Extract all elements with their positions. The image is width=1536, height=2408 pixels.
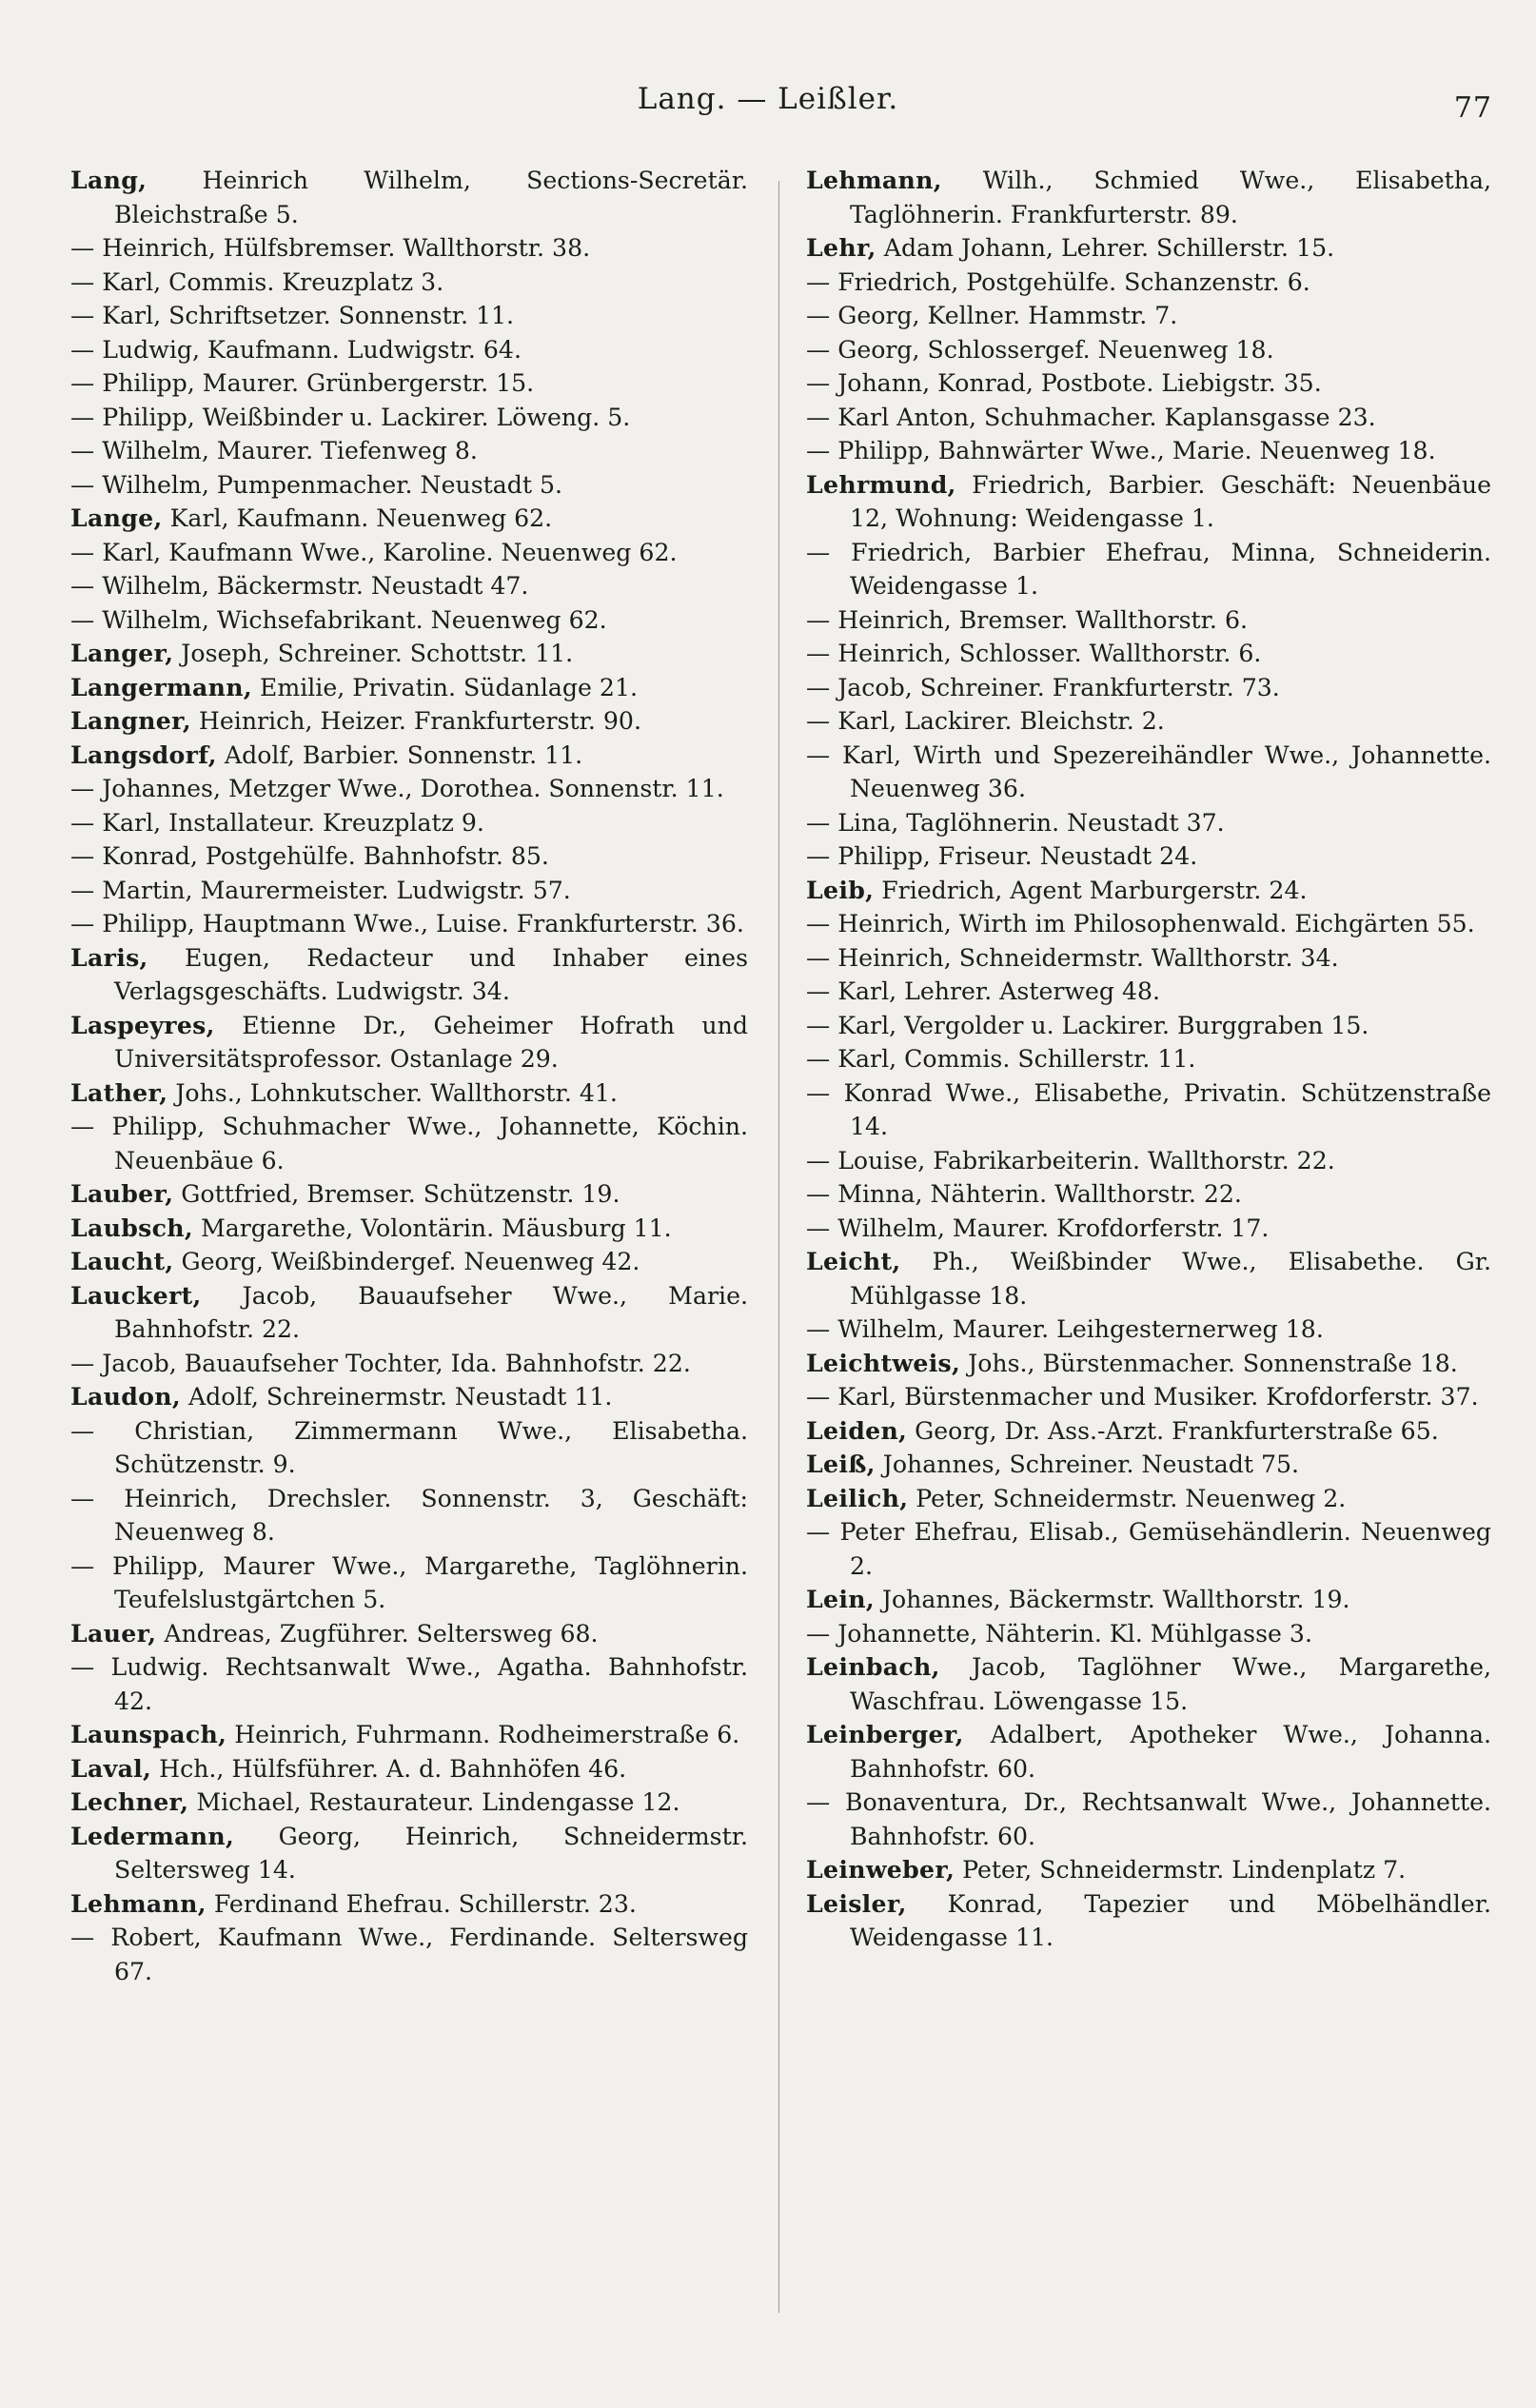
entry-details: Adolf, Schreinermstr. Neustadt 11. <box>180 1383 613 1411</box>
entry-details: Adalbert, Apotheker Wwe., Johanna. Bahnhofstr. 60. <box>850 1721 1491 1783</box>
directory-entry <box>806 231 1491 266</box>
surname: Leilich, <box>806 1483 909 1512</box>
directory-entry <box>806 671 1491 705</box>
directory-entry <box>70 1718 748 1752</box>
directory-entry <box>70 1414 748 1482</box>
directory-entry <box>806 1887 1491 1955</box>
entry-details: — Georg, Schlossergef. Neuenweg 18. <box>806 335 1274 364</box>
left-column <box>70 164 748 1988</box>
entry-details: — Karl, Wirth und Spezereihändler Wwe., Johannette. Neuenweg 36. <box>806 740 1491 802</box>
entry-details: — Wilhelm, Pumpenmacher. Neustadt 5. <box>70 470 563 499</box>
surname: Lehrmund, <box>806 469 956 499</box>
directory-entry <box>806 637 1491 671</box>
directory-entry <box>70 1380 748 1414</box>
entry-details: Jacob, Bauaufseher Wwe., Marie. Bahnhofstr. 22. <box>114 1281 748 1343</box>
surname: Lauckert, <box>70 1280 202 1310</box>
entry-details: — Johann, Konrad, Postbote. Liebigstr. 35. <box>806 369 1322 397</box>
surname: Lauer, <box>70 1618 157 1648</box>
directory-entry <box>806 1009 1491 1043</box>
entry-details: Adolf, Barbier. Sonnenstr. 11. <box>216 740 583 769</box>
entry-details: Johannes, Schreiner. Neustadt 75. <box>875 1451 1300 1478</box>
entry-details: — Philipp, Schuhmacher Wwe., Johannette, Köchin. Neuenbäue 6. <box>70 1113 748 1174</box>
entry-details: Gottfried, Bremser. Schützenstr. 19. <box>173 1180 620 1208</box>
entry-details: — Friedrich, Postgehülfe. Schanzenstr. 6. <box>806 267 1310 296</box>
entry-details: Johs., Bürstenmacher. Sonnenstraße 18. <box>960 1349 1458 1377</box>
directory-entry <box>806 1347 1491 1381</box>
entry-details: — Philipp, Friseur. Neustadt 24. <box>806 842 1198 870</box>
directory-entry <box>70 1921 748 1988</box>
directory-entry <box>806 266 1491 300</box>
directory-entry <box>806 1313 1491 1347</box>
entry-details: Andreas, Zugführer. Seltersweg 68. <box>156 1619 599 1648</box>
entry-details: Ferdinand Ehefrau. Schillerstr. 23. <box>206 1889 637 1918</box>
entry-details: — Karl, Commis. Kreuzplatz 3. <box>70 267 444 296</box>
entry-details: Konrad, Tapezier und Möbelhändler. Weidengasse 11. <box>850 1889 1491 1951</box>
directory-entry <box>70 1245 748 1279</box>
directory-entry <box>806 1617 1491 1651</box>
entry-details: — Heinrich, Wirth im Philosophenwald. Eichgärten 55. <box>806 910 1475 938</box>
directory-entry <box>70 1347 748 1381</box>
directory-entry <box>806 1245 1491 1313</box>
entry-details: Karl, Kaufmann. Neuenweg 62. <box>162 504 553 532</box>
directory-entry <box>806 1853 1491 1887</box>
page-header <box>0 82 1536 129</box>
directory-entry <box>806 1482 1491 1516</box>
directory-entry <box>70 739 748 773</box>
directory-entry <box>70 1820 748 1887</box>
entry-details: Heinrich, Fuhrmann. Rodheimerstraße 6. <box>226 1721 740 1748</box>
surname: Leinweber, <box>806 1855 955 1884</box>
surname: Lange, <box>70 503 163 532</box>
directory-entry <box>806 1650 1491 1718</box>
entry-details: Peter, Schneidermstr. Neuenweg 2. <box>908 1484 1347 1512</box>
entry-details: Emilie, Privatin. Südanlage 21. <box>251 673 638 701</box>
directory-entry <box>806 1380 1491 1414</box>
surname: Leichtweis, <box>806 1348 961 1377</box>
entry-details: — Konrad Wwe., Elisabethe, Privatin. Schützenstraße 14. <box>806 1078 1491 1140</box>
directory-entry <box>70 1177 748 1212</box>
entry-details: Johannes, Bäckermstr. Wallthorstr. 19. <box>874 1586 1350 1613</box>
directory-entry <box>70 1279 748 1347</box>
directory-entry <box>70 603 748 638</box>
entry-details: — Peter Ehefrau, Elisab., Gemüsehändlerin. Neuenweg 2. <box>806 1518 1491 1580</box>
entry-details: Eugen, Redacteur und Inhaber eines Verlagsgeschäfts. Ludwigstr. 34. <box>114 943 748 1005</box>
surname: Leiden, <box>806 1415 908 1445</box>
directory-entry <box>806 874 1491 908</box>
entry-details: — Wilhelm, Maurer. Krofdorferstr. 17. <box>806 1214 1270 1242</box>
directory-entry <box>806 1448 1491 1482</box>
entry-details: — Karl, Bürstenmacher und Musiker. Krofdorferstr. 37. <box>806 1383 1479 1411</box>
entry-details: — Karl Anton, Schuhmacher. Kaplansgasse 23. <box>806 403 1376 431</box>
surname: Lechner, <box>70 1787 189 1816</box>
entry-details: — Lina, Taglöhnerin. Neustadt 37. <box>806 808 1225 837</box>
entry-details: Margarethe, Volontärin. Mäusburg 11. <box>192 1214 672 1242</box>
directory-entry <box>806 333 1491 367</box>
surname: Launspach, <box>70 1720 227 1748</box>
surname: Lehr, <box>806 233 876 262</box>
directory-entry <box>806 299 1491 333</box>
directory-entry <box>70 806 748 840</box>
directory-entry <box>806 468 1491 536</box>
directory-entry <box>70 1482 748 1549</box>
entry-details: — Jacob, Bauaufseher Tochter, Ida. Bahnhofstr. 22. <box>70 1349 691 1377</box>
directory-entry <box>70 1110 748 1177</box>
directory-entry <box>70 1617 748 1651</box>
directory-entry <box>806 434 1491 468</box>
directory-entry <box>70 1650 748 1718</box>
entry-details: — Karl, Schriftsetzer. Sonnenstr. 11. <box>70 302 515 329</box>
surname: Leiß, <box>806 1450 876 1478</box>
directory-entry <box>70 1752 748 1786</box>
entry-details: — Wilhelm, Maurer. Leihgesternerweg 18. <box>806 1315 1324 1343</box>
surname: Laubsch, <box>70 1213 193 1242</box>
directory-entry <box>806 1177 1491 1212</box>
entry-details: — Karl, Commis. Schillerstr. 11. <box>806 1045 1196 1073</box>
surname: Laspeyres, <box>70 1010 215 1039</box>
entry-details: Friedrich, Agent Marburgerstr. 24. <box>874 876 1308 904</box>
entry-details: — Karl, Lehrer. Asterweg 48. <box>806 977 1161 1005</box>
directory-entry <box>70 704 748 739</box>
entry-details: Peter, Schneidermstr. Lindenplatz 7. <box>955 1856 1407 1884</box>
surname: Lather, <box>70 1077 168 1107</box>
column-divider <box>778 181 779 2313</box>
surname: Leib, <box>806 875 875 904</box>
entry-details: Georg, Dr. Ass.-Arzt. Frankfurterstraße 65. <box>907 1416 1439 1445</box>
directory-entry <box>70 502 748 536</box>
directory-entry <box>806 704 1491 739</box>
entry-details: — Georg, Kellner. Hammstr. 7. <box>806 302 1178 329</box>
directory-entry <box>70 907 748 941</box>
surname: Leinbach, <box>806 1652 940 1681</box>
surname: Ledermann, <box>70 1821 235 1850</box>
surname: Lauber, <box>70 1179 174 1208</box>
right-column <box>806 164 1491 1955</box>
directory-entry <box>70 468 748 503</box>
entry-details: Heinrich, Heizer. Frankfurterstr. 90. <box>190 707 641 735</box>
entry-details: — Johannes, Metzger Wwe., Dorothea. Sonnenstr. 11. <box>70 775 724 802</box>
surname: Lang, <box>70 166 148 194</box>
entry-details: — Wilhelm, Maurer. Tiefenweg 8. <box>70 437 478 464</box>
directory-entry <box>70 164 748 231</box>
directory-entry <box>806 401 1491 435</box>
entry-details: — Philipp, Maurer Wwe., Margarethe, Taglöhnerin. Teufelslustgärtchen 5. <box>70 1551 748 1613</box>
surname: Laval, <box>70 1753 152 1783</box>
entry-details: — Ludwig. Rechtsanwalt Wwe., Agatha. Bahnhofstr. 42. <box>70 1653 748 1715</box>
entry-details: Friedrich, Barbier. Geschäft: Neuenbäue 12, Wohnung: Weidengasse 1. <box>850 470 1491 532</box>
entry-details: Adam Johann, Lehrer. Schillerstr. 15. <box>876 234 1335 262</box>
entry-details: — Philipp, Weißbinder u. Lackirer. Löweng. 5. <box>70 403 631 431</box>
directory-entry <box>70 772 748 806</box>
entry-details: Wilh., Schmied Wwe., Elisabetha, Taglöhnerin. Frankfurterstr. 89. <box>850 167 1491 228</box>
surname: Leinberger, <box>806 1720 964 1748</box>
directory-entry <box>806 366 1491 401</box>
entry-details: — Karl, Vergolder u. Lackirer. Burggraben 15. <box>806 1011 1369 1039</box>
entry-details: — Johannette, Nähterin. Kl. Mühlgasse 3. <box>806 1619 1312 1648</box>
directory-entry <box>70 366 748 401</box>
entry-details: Michael, Restaurateur. Lindengasse 12. <box>188 1788 680 1816</box>
surname: Langer, <box>70 639 174 667</box>
surname: Langner, <box>70 706 191 735</box>
entry-details: — Wilhelm, Wichsefabrikant. Neuenweg 62. <box>70 605 607 634</box>
surname: Lein, <box>806 1585 875 1613</box>
directory-entry <box>806 1076 1491 1144</box>
entry-details: — Heinrich, Bremser. Wallthorstr. 6. <box>806 605 1248 634</box>
directory-entry <box>70 1786 748 1820</box>
entry-details: Joseph, Schreiner. Schottstr. 11. <box>173 640 574 667</box>
directory-entry <box>70 1549 748 1617</box>
entry-details: — Ludwig, Kaufmann. Ludwigstr. 64. <box>70 335 522 364</box>
surname: Laucht, <box>70 1247 174 1275</box>
surname: Lehmann, <box>806 166 942 194</box>
entry-details: — Heinrich, Schlosser. Wallthorstr. 6. <box>806 640 1262 667</box>
directory-entry <box>806 1212 1491 1246</box>
directory-entry <box>70 1009 748 1076</box>
entry-details: Georg, Heinrich, Schneidermstr. Seltersweg 14. <box>114 1822 748 1884</box>
directory-entry <box>806 839 1491 874</box>
entry-details: — Robert, Kaufmann Wwe., Ferdinande. Seltersweg 67. <box>70 1924 748 1985</box>
directory-entry <box>806 941 1491 976</box>
directory-entry <box>806 603 1491 638</box>
surname: Leisler, <box>806 1888 907 1918</box>
directory-entry <box>70 1212 748 1246</box>
entry-details: Johs., Lohnkutscher. Wallthorstr. 41. <box>167 1078 618 1107</box>
entry-details: Ph., Weißbinder Wwe., Elisabethe. Gr. Mühlgasse 18. <box>850 1248 1491 1310</box>
directory-entry <box>806 806 1491 840</box>
entry-details: — Bonaventura, Dr., Rechtsanwalt Wwe., Johannette. Bahnhofstr. 60. <box>806 1788 1491 1850</box>
entry-details: — Jacob, Schreiner. Frankfurterstr. 73. <box>806 673 1280 701</box>
directory-entry <box>70 941 748 1009</box>
surname: Lehmann, <box>70 1888 207 1918</box>
directory-entry <box>70 874 748 908</box>
directory-entry <box>70 434 748 468</box>
directory-entry <box>806 907 1491 941</box>
directory-entry <box>806 1414 1491 1449</box>
directory-entry <box>70 569 748 603</box>
surname: Laudon, <box>70 1382 181 1411</box>
entry-details: Heinrich Wilhelm, Sections-Secretär. Bleichstraße 5. <box>114 167 748 228</box>
entry-details: — Friedrich, Barbier Ehefrau, Minna, Schneiderin. Weidengasse 1. <box>806 538 1491 600</box>
entry-details: — Heinrich, Hülfsbremser. Wallthorstr. 38. <box>70 234 591 262</box>
page-number: 77 <box>1453 91 1492 125</box>
surname: Langermann, <box>70 672 252 701</box>
directory-entry <box>70 299 748 333</box>
directory-entry <box>70 401 748 435</box>
entry-details: Georg, Weißbindergef. Neuenweg 42. <box>173 1248 640 1275</box>
entry-details: — Philipp, Maurer. Grünbergerstr. 15. <box>70 369 535 397</box>
surname: Langsdorf, <box>70 740 217 769</box>
directory-entry <box>806 1786 1491 1853</box>
entry-details: — Heinrich, Schneidermstr. Wallthorstr. 34. <box>806 943 1339 972</box>
directory-entry <box>70 1076 748 1111</box>
directory-entry <box>70 671 748 705</box>
entry-details: — Minna, Nähterin. Wallthorstr. 22. <box>806 1180 1242 1208</box>
entry-details: — Karl, Kaufmann Wwe., Karoline. Neuenweg 62. <box>70 538 678 566</box>
directory-entry <box>70 1887 748 1922</box>
surname: Leicht, <box>806 1247 901 1275</box>
entry-details: — Philipp, Hauptmann Wwe., Luise. Frankfurterstr. 36. <box>70 910 744 938</box>
directory-entry <box>70 266 748 300</box>
entry-details: — Philipp, Bahnwärter Wwe., Marie. Neuenweg 18. <box>806 437 1436 464</box>
entry-details: Jacob, Taglöhner Wwe., Margarethe, Waschfrau. Löwengasse 15. <box>850 1653 1491 1715</box>
directory-entry <box>806 1144 1491 1178</box>
directory-entry <box>70 333 748 367</box>
entry-details: — Wilhelm, Bäckermstr. Neustadt 47. <box>70 572 529 600</box>
directory-entry <box>70 231 748 266</box>
directory-entry <box>806 1718 1491 1786</box>
directory-entry <box>70 536 748 570</box>
directory-entry <box>806 1042 1491 1076</box>
directory-entry <box>806 536 1491 603</box>
directory-entry <box>806 1583 1491 1617</box>
directory-entry <box>70 637 748 671</box>
running-title: Lang. — Leißler. <box>637 82 899 116</box>
entry-details: Hch., Hülfsführer. A. d. Bahnhöfen 46. <box>151 1754 627 1783</box>
entry-details: Etienne Dr., Geheimer Hofrath und Universitätsprofessor. Ostanlage 29. <box>114 1011 748 1073</box>
directory-entry <box>806 1515 1491 1583</box>
surname: Laris, <box>70 942 148 972</box>
directory-entry <box>70 839 748 874</box>
directory-entry <box>806 739 1491 806</box>
entry-details: — Konrad, Postgehülfe. Bahnhofstr. 85. <box>70 842 549 870</box>
entry-details: — Karl, Installateur. Kreuzplatz 9. <box>70 808 484 837</box>
directory-entry <box>806 975 1491 1009</box>
entry-details: — Louise, Fabrikarbeiterin. Wallthorstr. 22. <box>806 1146 1335 1174</box>
directory-entry <box>806 164 1491 231</box>
entry-details: — Karl, Lackirer. Bleichstr. 2. <box>806 707 1165 735</box>
entry-details: — Christian, Zimmermann Wwe., Elisabetha. Schützenstr. 9. <box>70 1416 748 1478</box>
entry-details: — Martin, Maurermeister. Ludwigstr. 57. <box>70 876 571 904</box>
entry-details: — Heinrich, Drechsler. Sonnenstr. 3, Geschäft: Neuenweg 8. <box>70 1484 748 1546</box>
